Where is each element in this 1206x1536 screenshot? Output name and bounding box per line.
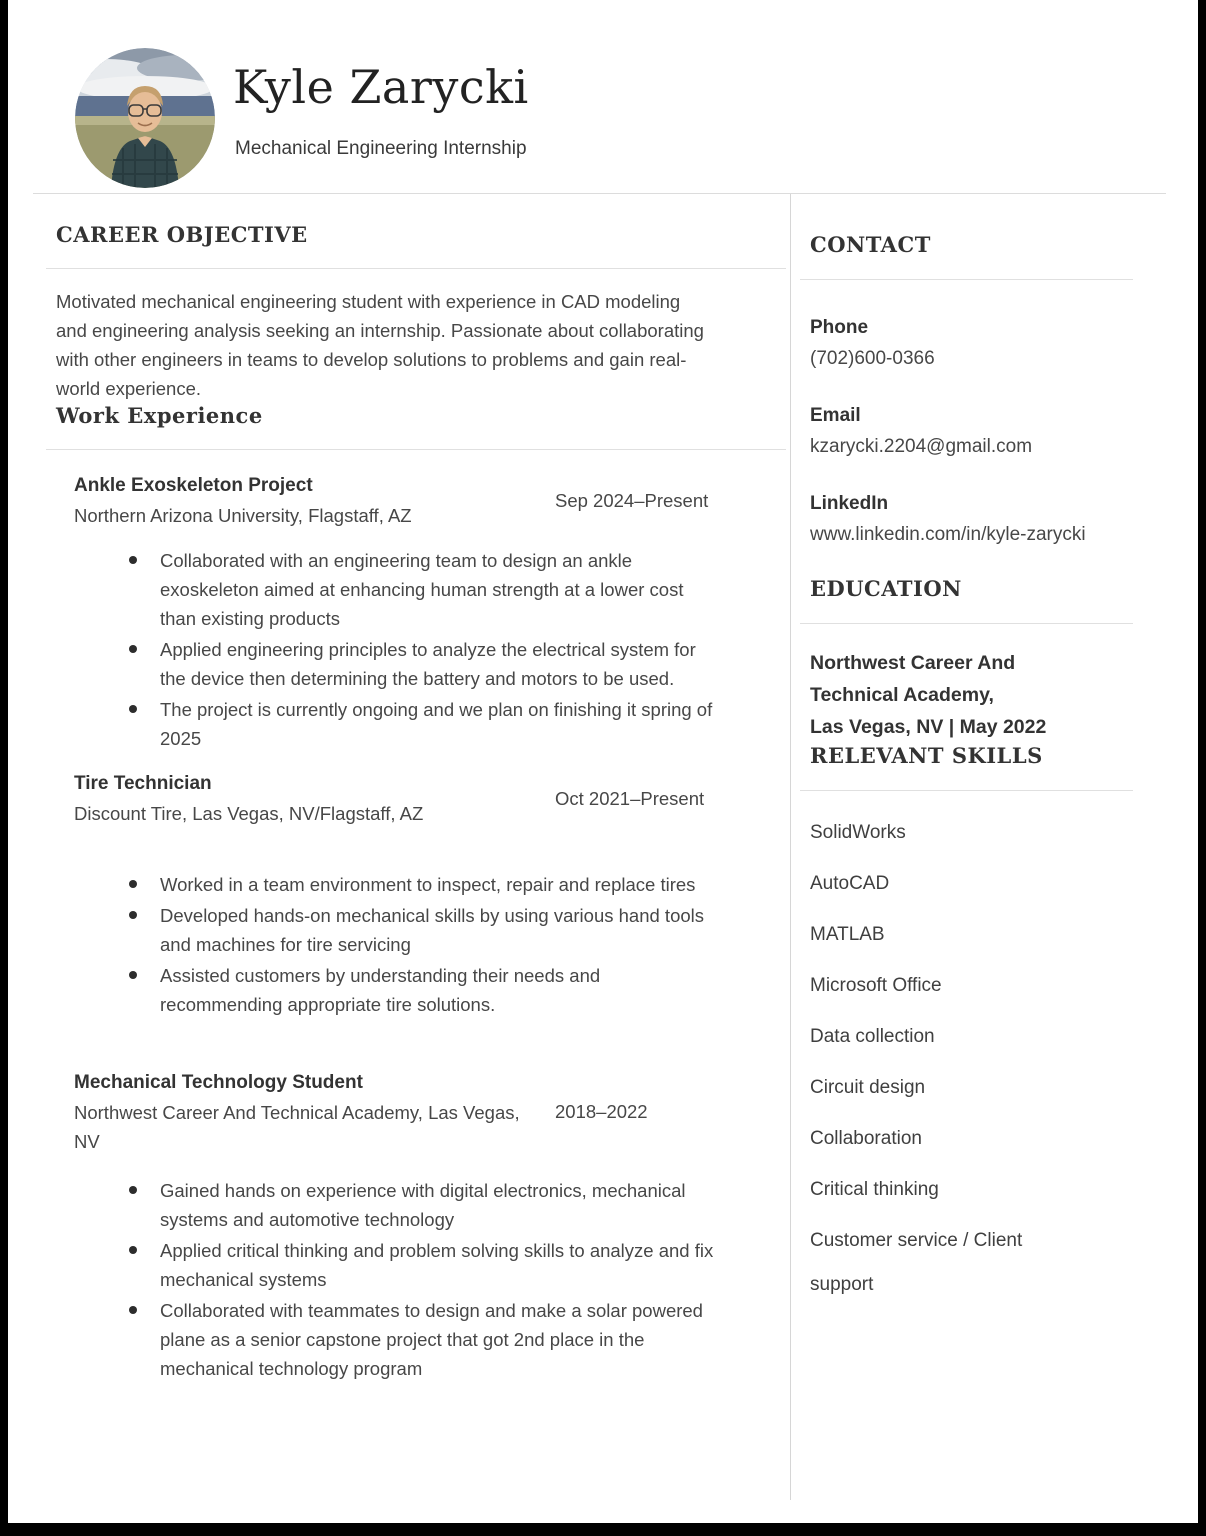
career-objective-heading: CAREER OBJECTIVE: [56, 222, 308, 247]
job-title: Ankle Exoskeleton Project: [74, 475, 313, 496]
career-objective-text: Motivated mechanical engineering student with experience in CAD modeling and engineering analysis seeking an internship. Passionate about collaborating with other engineers in teams to develop solutions to problems and gain real-world experience.: [56, 291, 704, 399]
bullet-item: Collaborated with an engineering team to design an ankle exoskeleton aimed at enhancing human strength at a lower cost than existing products: [74, 546, 714, 633]
job-dates: Oct 2021–Present: [555, 787, 705, 809]
job-bullets: [74, 870, 786, 1019]
contact-item-email: [810, 400, 1140, 462]
contact-heading: CONTACT: [810, 232, 931, 257]
education-line: Northwest Career And: [810, 652, 1016, 674]
job-organization: Northwest Career And Technical Academy, Las Vegas, NV: [74, 1102, 520, 1152]
education-heading: EDUCATION: [810, 576, 962, 601]
name: Kyle Zarycki: [233, 60, 529, 114]
bullet-item: Worked in a team environment to inspect, repair and replace tires: [74, 870, 714, 899]
column-divider: [790, 194, 791, 1500]
screen-edge-bottom: [0, 1523, 1206, 1536]
skill-item: MATLAB: [810, 924, 885, 945]
section-divider: [800, 790, 1133, 791]
contact-item-linkedin: [810, 488, 1140, 550]
job-organization: Discount Tire, Las Vegas, NV/Flagstaff, AZ: [74, 803, 424, 824]
screen-edge-right: [1198, 0, 1206, 1536]
bullet-item: Gained hands on experience with digital electronics, mechanical systems and automotive technology: [74, 1176, 714, 1234]
job-entry-mechanical-technology-student: [74, 1068, 786, 1383]
contact-label: Email: [810, 405, 861, 426]
skill-item: Microsoft Office: [810, 975, 942, 996]
contact-item-phone: [810, 312, 1140, 374]
education-entry: [810, 647, 1140, 743]
header-divider: [33, 193, 1166, 194]
skill-item: Data collection: [810, 1026, 935, 1047]
skills-list: [810, 811, 1140, 1307]
job-bullets: [74, 546, 786, 753]
job-header: [74, 471, 786, 530]
screen-edge-left: [0, 0, 8, 1536]
skill-item: Circuit design: [810, 1077, 926, 1098]
main-column: [56, 222, 786, 1385]
work-experience-heading: Work Experience: [56, 403, 263, 428]
target-role: Mechanical Engineering Internship: [235, 138, 527, 159]
bullet-item: Assisted customers by understanding their needs and recommending appropriate tire solutions.: [74, 961, 714, 1019]
job-info: [74, 1068, 555, 1156]
job-info: [74, 769, 555, 828]
sidebar: [810, 232, 1140, 1314]
skill-item: Critical thinking: [810, 1179, 939, 1200]
phone-number: (702)600-0366: [810, 348, 935, 369]
contact-list: [810, 312, 1140, 550]
section-divider: [800, 279, 1133, 280]
job-dates: Sep 2024–Present: [555, 489, 709, 511]
job-dates: 2018–2022: [555, 1101, 648, 1122]
section-divider: [46, 449, 786, 450]
email-address: kzarycki.2204@gmail.com: [810, 436, 1033, 457]
job-bullets: [74, 1176, 786, 1383]
education-line: Las Vegas, NV | May 2022: [810, 716, 1047, 738]
skill-item: SolidWorks: [810, 822, 906, 843]
relevant-skills-heading: RELEVANT SKILLS: [810, 743, 1043, 768]
job-info: [74, 471, 555, 530]
job-entry-tire-technician: [74, 769, 786, 1019]
job-header: [74, 769, 786, 828]
section-divider: [46, 268, 786, 269]
skill-item: Collaboration: [810, 1128, 922, 1149]
job-organization: Northern Arizona University, Flagstaff, AZ: [74, 505, 412, 526]
job-title: Mechanical Technology Student: [74, 1072, 363, 1093]
section-divider: [800, 623, 1133, 624]
bullet-item: Applied engineering principles to analyze the electrical system for the device then determining the battery and motors to be used.: [74, 635, 714, 693]
education-line: Technical Academy,: [810, 684, 994, 706]
profile-photo: [75, 48, 215, 188]
job-entry-ankle-exoskeleton: [74, 471, 786, 753]
skill-item: Customer service / Client support: [810, 1230, 1023, 1295]
skill-item: AutoCAD: [810, 873, 890, 894]
contact-label: LinkedIn: [810, 493, 889, 514]
bullet-item: Applied critical thinking and problem solving skills to analyze and fix mechanical systems: [74, 1236, 714, 1294]
job-title: Tire Technician: [74, 773, 212, 794]
bullet-item: Developed hands-on mechanical skills by using various hand tools and machines for tire servicing: [74, 901, 714, 959]
linkedin-url: www.linkedin.com/in/kyle-zarycki: [810, 524, 1086, 545]
bullet-item: Collaborated with teammates to design and make a solar powered plane as a senior capstone project that got 2nd place in the mechanical technology program: [74, 1296, 714, 1383]
bullet-item: The project is currently ongoing and we plan on finishing it spring of 2025: [74, 695, 714, 753]
job-header: [74, 1068, 786, 1156]
contact-label: Phone: [810, 317, 869, 338]
